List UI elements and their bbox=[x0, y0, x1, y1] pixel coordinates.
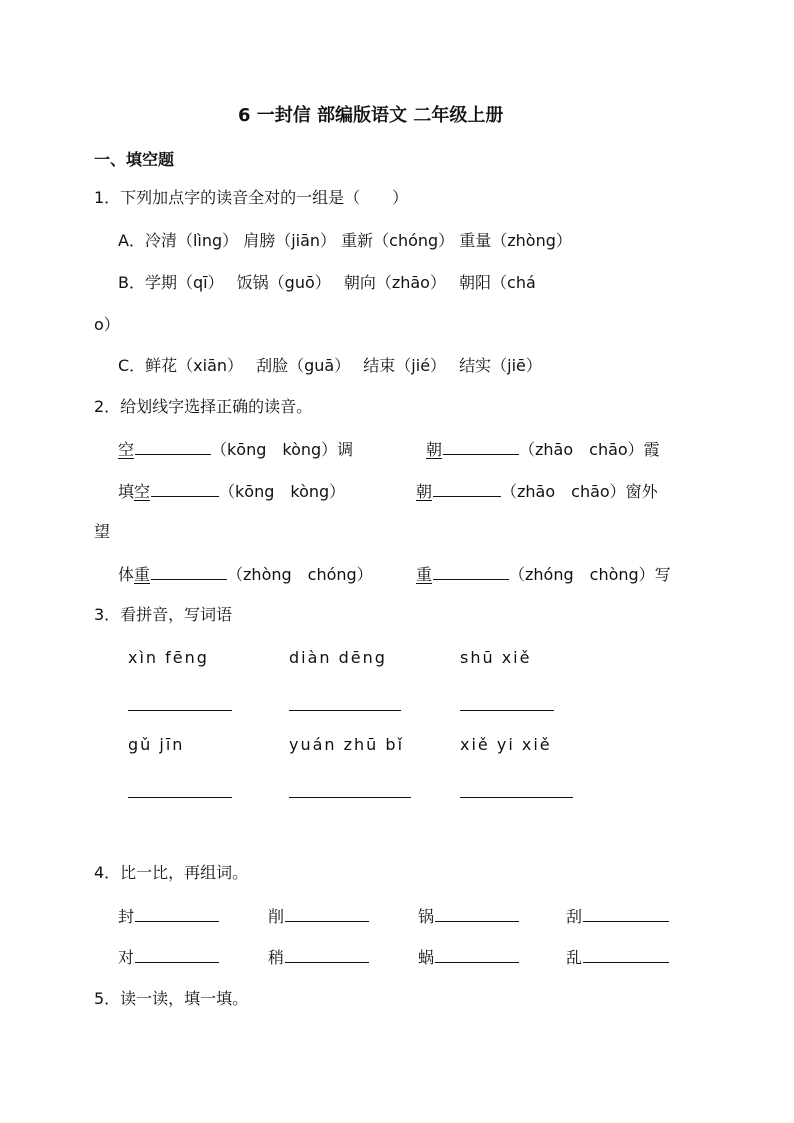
write-line[interactable] bbox=[460, 797, 573, 798]
q4-item bbox=[118, 947, 219, 968]
q2-wrap-text: 望 bbox=[94, 522, 111, 541]
q4-item bbox=[268, 947, 369, 968]
underlined-char: 朝 bbox=[416, 482, 433, 501]
pinyin-options: （zhòng chóng） bbox=[227, 565, 373, 584]
write-line[interactable] bbox=[128, 797, 232, 798]
q1-stem: 1．下列加点字的读音全对的一组是（ ） bbox=[94, 188, 409, 207]
char: 锅 bbox=[418, 907, 435, 926]
write-line[interactable] bbox=[128, 710, 232, 711]
q1-option-a: A．冷清（lìng） 肩膀（jiān） 重新（chóng） 重量（zhòng） bbox=[118, 231, 572, 250]
answer-blank[interactable] bbox=[435, 906, 519, 922]
q2-stem: 2．给划线字选择正确的读音。 bbox=[94, 397, 313, 416]
write-line[interactable] bbox=[289, 797, 411, 798]
q1-option-b-wrap: o） bbox=[94, 315, 120, 334]
answer-blank[interactable] bbox=[135, 947, 219, 963]
plain-char: 体 bbox=[118, 565, 135, 584]
section-heading-fill-blank: 一、填空题 bbox=[94, 150, 175, 169]
q2-item-chongxie bbox=[416, 564, 671, 585]
pinyin-options: （kōng kòng）调 bbox=[211, 440, 354, 459]
answer-blank[interactable] bbox=[435, 947, 519, 963]
pinyin-options: （zhāo chāo）窗外 bbox=[501, 482, 658, 501]
q1-option-c: C．鲜花（xiān） 刮脸（guā） 结束（jié） 结实（jiē） bbox=[118, 356, 542, 375]
q4-item bbox=[118, 906, 219, 927]
q2-item-tiankong bbox=[118, 481, 345, 502]
answer-blank[interactable] bbox=[285, 947, 369, 963]
char: 稍 bbox=[268, 948, 285, 967]
q3-stem: 3．看拼音，写词语 bbox=[94, 605, 233, 624]
char: 对 bbox=[118, 948, 135, 967]
pinyin-shu-xie: shū xiě bbox=[460, 648, 532, 667]
underlined-char: 朝 bbox=[426, 440, 443, 459]
answer-blank[interactable] bbox=[443, 439, 519, 455]
char: 削 bbox=[268, 907, 285, 926]
q4-item bbox=[566, 906, 669, 927]
pinyin-dian-deng: diàn dēng bbox=[289, 648, 387, 667]
pinyin-options: （kōng kòng） bbox=[219, 482, 346, 501]
write-line[interactable] bbox=[460, 710, 554, 711]
q2-item-zhaoxia bbox=[426, 439, 660, 460]
pinyin-xin-feng: xìn fēng bbox=[128, 648, 209, 667]
q5-stem: 5．读一读，填一填。 bbox=[94, 989, 249, 1008]
q2-item-tizhong bbox=[118, 564, 373, 585]
answer-blank[interactable] bbox=[433, 481, 501, 497]
q4-item bbox=[566, 947, 669, 968]
q4-stem: 4．比一比，再组词。 bbox=[94, 863, 249, 882]
char: 封 bbox=[118, 907, 135, 926]
answer-blank[interactable] bbox=[151, 481, 219, 497]
char: 蜗 bbox=[418, 948, 435, 967]
q4-item bbox=[418, 906, 519, 927]
answer-blank[interactable] bbox=[433, 564, 509, 580]
write-line[interactable] bbox=[289, 710, 401, 711]
char: 刮 bbox=[566, 907, 583, 926]
underlined-char: 重 bbox=[134, 565, 151, 584]
q2-item-kongtiao bbox=[118, 439, 353, 460]
q4-item bbox=[268, 906, 369, 927]
char: 乱 bbox=[566, 948, 583, 967]
underlined-char: 空 bbox=[134, 482, 151, 501]
answer-blank[interactable] bbox=[285, 906, 369, 922]
pinyin-yuan-zhu-bi: yuán zhū bǐ bbox=[289, 735, 405, 754]
pinyin-gu-jin: gǔ jīn bbox=[128, 735, 185, 754]
underlined-char: 空 bbox=[118, 440, 135, 459]
plain-char: 填 bbox=[118, 482, 135, 501]
q1-option-b: B．学期（qī） 饭锅（guō） 朝向（zhāo） 朝阳（chá bbox=[118, 273, 536, 292]
pinyin-xie-yi-xie: xiě yi xiě bbox=[460, 735, 552, 754]
answer-blank[interactable] bbox=[135, 906, 219, 922]
answer-blank[interactable] bbox=[135, 439, 211, 455]
page-title: 6 一封信 部编版语文 二年级上册 bbox=[238, 105, 504, 126]
underlined-char: 重 bbox=[416, 565, 433, 584]
answer-blank[interactable] bbox=[583, 947, 669, 963]
pinyin-options: （zhóng chòng）写 bbox=[509, 565, 671, 584]
answer-blank[interactable] bbox=[151, 564, 227, 580]
q4-item bbox=[418, 947, 519, 968]
pinyin-options: （zhāo chāo）霞 bbox=[519, 440, 660, 459]
answer-blank[interactable] bbox=[583, 906, 669, 922]
q2-item-chaochuangwai bbox=[416, 481, 658, 502]
